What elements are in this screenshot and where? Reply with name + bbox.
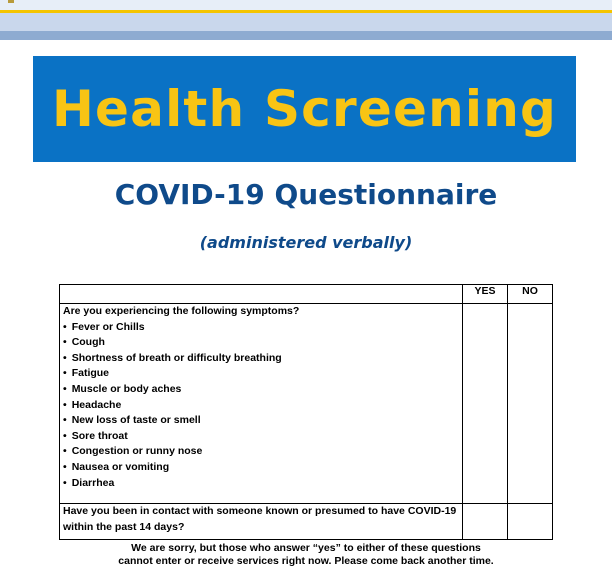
list-item: • Headache (63, 398, 459, 414)
footer-line: We are sorry, but those who answer “yes” to either of these questions (131, 542, 481, 554)
yes-header: YES (463, 285, 508, 304)
questionnaire-title: COVID-19 Questionnaire (114, 178, 498, 211)
table-row (60, 304, 553, 504)
symptoms-question-cell (60, 304, 463, 504)
question-header-cell (60, 285, 463, 304)
no-header: NO (508, 285, 553, 304)
header-stripes (0, 0, 612, 42)
stripe-pale-blue (0, 13, 612, 31)
footer-notice (0, 542, 612, 567)
contact-no-cell[interactable] (508, 504, 553, 540)
symptoms-question: Are you experiencing the following symptoms? (63, 305, 300, 317)
list-item: • Diarrhea (63, 476, 459, 492)
page-title: Health Screening (52, 80, 557, 138)
list-item: • Nausea or vomiting (63, 460, 459, 476)
list-item: • Congestion or runny nose (63, 444, 459, 460)
list-item: • Muscle or body aches (63, 382, 459, 398)
screening-table (59, 284, 553, 540)
corner-mark (8, 0, 14, 3)
footer-line: cannot enter or receive services right now. Please come back another time. (118, 554, 494, 567)
contact-question: Have you been in contact with someone known or presumed to have COVID-19 within the past 14 days? (63, 505, 457, 533)
contact-question-cell (60, 504, 463, 540)
contact-yes-cell[interactable] (463, 504, 508, 540)
stripe-blue (0, 31, 612, 40)
list-item: • Sore throat (63, 429, 459, 445)
symptoms-yes-cell[interactable] (463, 304, 508, 504)
list-item: • New loss of taste or smell (63, 413, 459, 429)
table-row (60, 504, 553, 540)
list-item: • Shortness of breath or difficulty breathing (63, 351, 459, 367)
table-header-row (60, 285, 553, 304)
list-item: • Fever or Chills (63, 320, 459, 336)
list-item: • Fatigue (63, 366, 459, 382)
stripe-light (0, 0, 612, 10)
list-item: • Cough (63, 335, 459, 351)
title-banner (33, 56, 576, 162)
symptom-list (63, 320, 459, 492)
symptoms-no-cell[interactable] (508, 304, 553, 504)
administration-note: (administered verbally) (199, 233, 413, 252)
